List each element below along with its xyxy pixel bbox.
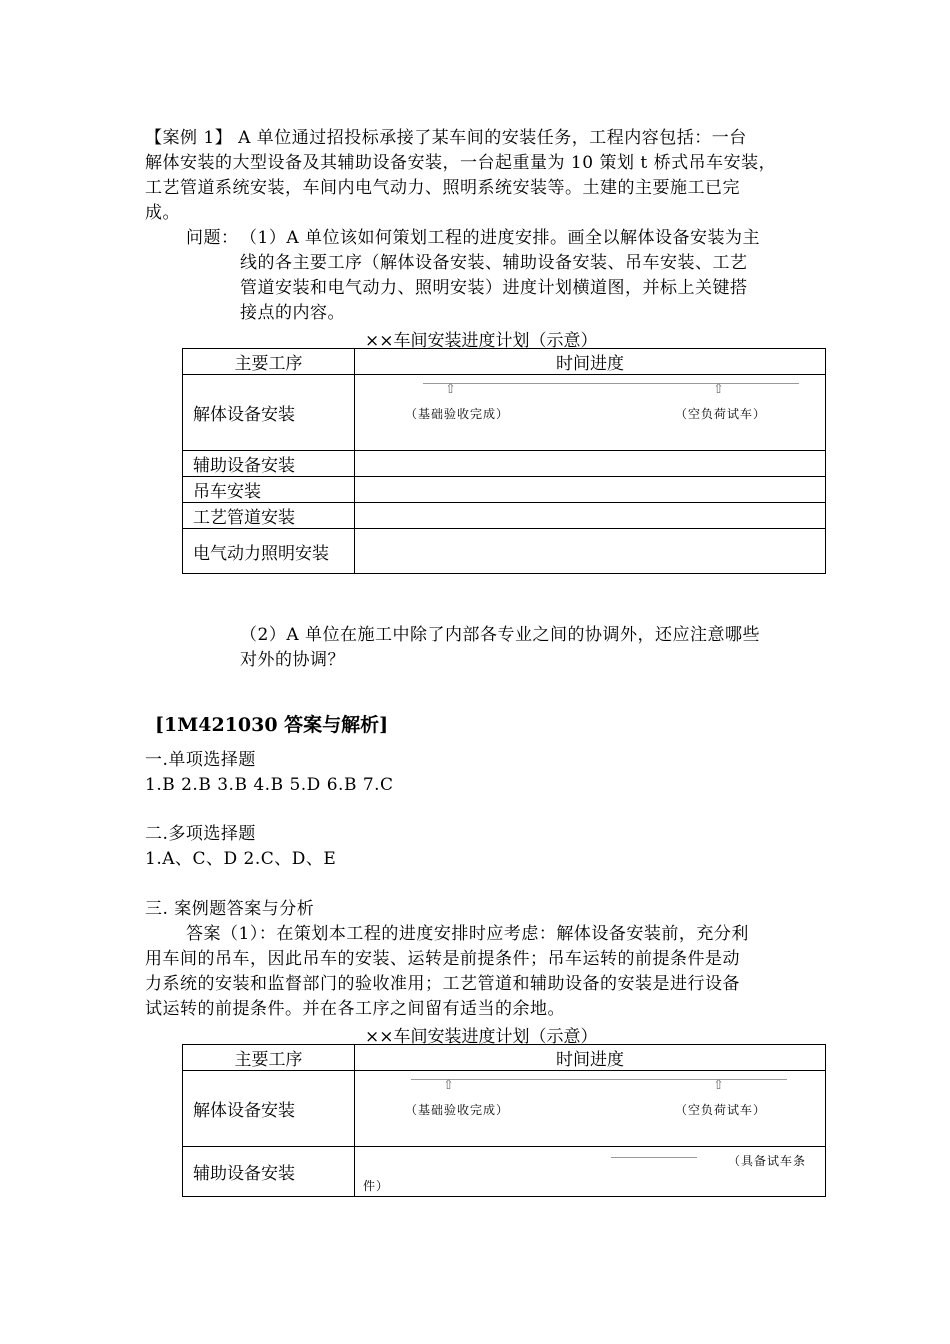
table2-row-label: 辅助设备安装 <box>183 1147 355 1197</box>
table2-col-process: 主要工序 <box>183 1045 355 1071</box>
q1-line2: 线的各主要工序（解体设备安装、辅助设备安装、吊车安装、工艺 <box>240 253 748 273</box>
schedule-table-1 <box>182 348 826 574</box>
milestone-label: （基础验收完成） <box>405 407 510 421</box>
table1-col-process: 主要工序 <box>183 349 355 375</box>
gantt-bar <box>611 1157 697 1158</box>
case1-line3: 工艺管道系统安装，车间内电气动力、照明系统安装等。土建的主要施工已完 <box>145 178 740 198</box>
table1-time-cell <box>355 477 826 503</box>
table1-time-cell <box>355 451 826 477</box>
table1-col-time: 时间进度 <box>355 349 826 375</box>
milestone-label: （具备试车条 <box>728 1154 807 1168</box>
milestone-label: 件） <box>363 1179 390 1193</box>
q1-line4: 接点的内容。 <box>240 303 345 323</box>
section3-title: 三. 案例题答案与分析 <box>145 899 315 919</box>
table1-caption: ××车间安装进度计划（示意） <box>365 331 598 351</box>
table1-row-label: 解体设备安装 <box>183 375 355 451</box>
gantt-bar <box>423 383 799 384</box>
schedule-table-2 <box>182 1044 826 1197</box>
table1-row-label: 工艺管道安装 <box>183 503 355 529</box>
answer-line3: 力系统的安装和监督部门的验收准用；工艺管道和辅助设备的安装是进行设备 <box>145 974 740 994</box>
gantt-bar <box>411 1079 787 1080</box>
milestone-label: （空负荷试车） <box>675 407 767 421</box>
table1-row-label: 吊车安装 <box>183 477 355 503</box>
up-arrow-icon: ⇧ <box>713 1078 724 1093</box>
table2-time-cell <box>355 1071 826 1147</box>
q1-line1: （1）A 单位该如何策划工程的进度安排。画全以解体设备安装为主 <box>240 228 760 248</box>
table2-caption: ××车间安装进度计划（示意） <box>365 1027 598 1047</box>
section2-title: 二.多项选择题 <box>145 824 256 844</box>
question-label: 问题： <box>186 228 239 248</box>
up-arrow-icon: ⇧ <box>443 1078 454 1093</box>
answer-line2: 用车间的吊车，因此吊车的安装、运转是前提条件；吊车运转的前提条件是动 <box>145 949 740 969</box>
case1-line2: 解体安装的大型设备及其辅助设备安装，一台起重量为 10 策划 t 桥式吊车安装， <box>145 153 777 173</box>
table2-col-time: 时间进度 <box>355 1045 826 1071</box>
section1-title: 一.单项选择题 <box>145 750 256 770</box>
case1-line1: 【案例 1】 A 单位通过招投标承接了某车间的安装任务，工程内容包括：一台 <box>145 128 747 148</box>
section1-answers: 1.B 2.B 3.B 4.B 5.D 6.B 7.C <box>145 775 394 795</box>
q2-line2: 对外的协调？ <box>240 650 345 670</box>
section2-answers: 1.A、C、D 2.C、D、E <box>145 849 337 869</box>
up-arrow-icon: ⇧ <box>445 382 456 397</box>
table2-time-cell <box>355 1147 826 1197</box>
milestone-label: （基础验收完成） <box>405 1103 510 1117</box>
table1-time-cell <box>355 375 826 451</box>
q1-line3: 管道安装和电气动力、照明安装）进度计划横道图，并标上关键搭 <box>240 278 748 298</box>
table1-row-label: 电气动力照明安装 <box>183 529 355 574</box>
table1-time-cell <box>355 529 826 574</box>
table1-row-label: 辅助设备安装 <box>183 451 355 477</box>
answers-heading: [1M421030 答案与解析] <box>155 714 389 736</box>
answer-line4: 试运转的前提条件。并在各工序之间留有适当的余地。 <box>145 999 565 1019</box>
answer-line1: 答案（1）：在策划本工程的进度安排时应考虑：解体设备安装前，充分利 <box>186 924 749 944</box>
up-arrow-icon: ⇧ <box>713 382 724 397</box>
case1-line4: 成。 <box>145 203 180 223</box>
table2-row-label: 解体设备安装 <box>183 1071 355 1147</box>
milestone-label: （空负荷试车） <box>675 1103 767 1117</box>
table1-time-cell <box>355 503 826 529</box>
q2-line1: （2）A 单位在施工中除了内部各专业之间的协调外，还应注意哪些 <box>240 625 760 645</box>
